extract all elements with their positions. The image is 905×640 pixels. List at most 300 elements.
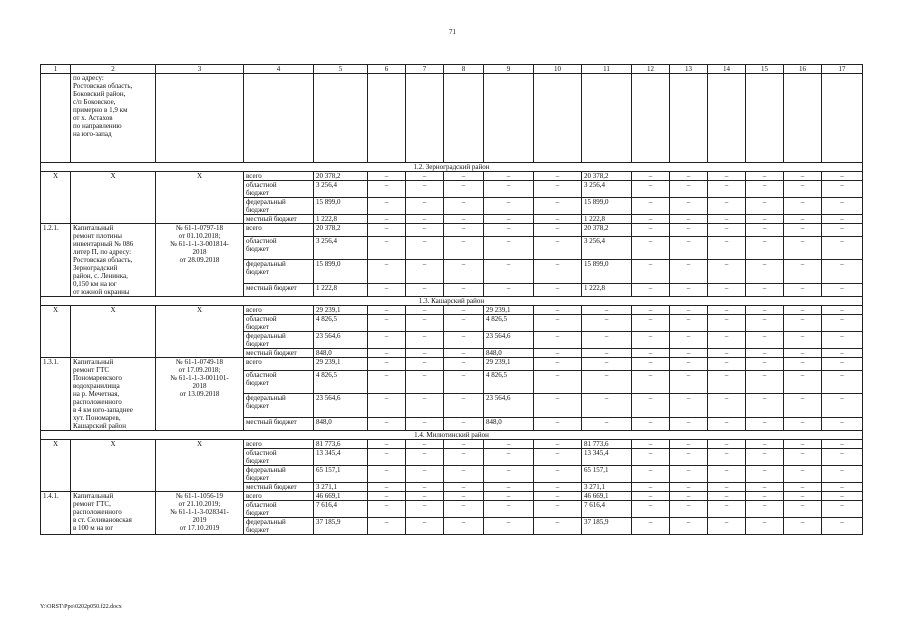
value-cell: – (484, 501, 534, 518)
budget-type-cell: местный бюджет (244, 215, 314, 224)
value-cell: – (534, 260, 582, 284)
value-cell: – (746, 215, 784, 224)
value-cell: – (444, 501, 484, 518)
value-cell: 81 773,6 (314, 440, 368, 449)
value-cell: – (708, 315, 746, 332)
value-cell: – (368, 224, 406, 237)
value-cell: – (746, 449, 784, 466)
value-cell: – (746, 358, 784, 371)
value-cell: – (632, 198, 670, 215)
value-cell: – (784, 466, 822, 483)
value-cell: 848,0 (484, 349, 534, 358)
value-cell: – (444, 284, 484, 297)
value-cell: 7 616,4 (314, 501, 368, 518)
value-cell: – (534, 332, 582, 349)
page-number: 71 (449, 28, 456, 36)
budget-type-cell: областной бюджет (244, 315, 314, 332)
value-cell: – (822, 315, 863, 332)
value-cell: 3 256,4 (314, 236, 368, 260)
column-number-header: 5 (314, 65, 368, 74)
value-cell: – (784, 181, 822, 198)
table-row (41, 172, 863, 181)
value-cell: – (368, 332, 406, 349)
value-cell: – (632, 394, 670, 418)
value-cell: – (406, 198, 444, 215)
empty-cell (484, 74, 534, 163)
value-cell: – (444, 483, 484, 492)
value-cell: – (822, 198, 863, 215)
expertise-doc-cell: № 61-1-0797-18 от 01.10.2018; № 61-1-1-3-001814- 2018 от 28.09.2018 (156, 224, 244, 297)
value-cell: – (822, 332, 863, 349)
value-cell: – (406, 418, 444, 431)
value-cell: – (670, 483, 708, 492)
value-cell: – (746, 172, 784, 181)
value-cell: 1 222,8 (314, 284, 368, 297)
value-cell: – (444, 370, 484, 394)
value-cell: – (406, 492, 444, 501)
value-cell: – (746, 483, 784, 492)
value-cell: 46 669,1 (582, 492, 632, 501)
value-cell: – (746, 198, 784, 215)
value-cell: 29 239,1 (314, 306, 368, 315)
value-cell: – (582, 418, 632, 431)
value-cell: 15 899,0 (314, 198, 368, 215)
value-cell: – (632, 492, 670, 501)
value-cell: – (746, 224, 784, 237)
section-header-row (41, 431, 863, 440)
value-cell: – (444, 394, 484, 418)
value-cell: – (670, 315, 708, 332)
value-cell: – (708, 332, 746, 349)
section-title: 1.4. Милютинский район (41, 431, 863, 440)
value-cell: – (708, 172, 746, 181)
value-cell: – (784, 394, 822, 418)
value-cell: – (784, 236, 822, 260)
value-cell: – (746, 181, 784, 198)
value-cell: – (632, 260, 670, 284)
value-cell: – (670, 370, 708, 394)
value-cell: – (708, 306, 746, 315)
value-cell: – (368, 440, 406, 449)
value-cell: 23 564,6 (484, 394, 534, 418)
value-cell: – (708, 418, 746, 431)
value-cell: – (822, 394, 863, 418)
value-cell: – (746, 394, 784, 418)
empty-cell (406, 74, 444, 163)
value-cell: – (822, 215, 863, 224)
value-cell: – (368, 284, 406, 297)
empty-cell (632, 74, 670, 163)
value-cell: – (708, 284, 746, 297)
value-cell: – (822, 418, 863, 431)
table-row (41, 492, 863, 501)
value-cell: – (444, 332, 484, 349)
value-cell: 65 157,1 (582, 466, 632, 483)
object-description-cell: Капитальный ремонт плотины инвентарный № 086 литер П, по адресу: Ростовская область, Зерноградский район, с. Ленинка, 0,150 км на юг от южной окраины (71, 224, 156, 297)
budget-type-cell: всего (244, 492, 314, 501)
value-cell: 3 271,1 (314, 483, 368, 492)
value-cell: – (746, 440, 784, 449)
budget-type-cell: всего (244, 306, 314, 315)
value-cell: – (632, 518, 670, 535)
value-cell: – (484, 483, 534, 492)
value-cell: 23 564,6 (314, 332, 368, 349)
value-cell: – (746, 518, 784, 535)
value-cell: – (822, 440, 863, 449)
value-cell: – (534, 215, 582, 224)
value-cell: – (746, 370, 784, 394)
value-cell: – (746, 349, 784, 358)
value-cell: – (632, 284, 670, 297)
value-cell: – (670, 284, 708, 297)
value-cell: – (368, 349, 406, 358)
value-cell: – (784, 370, 822, 394)
value-cell: – (444, 492, 484, 501)
value-cell: – (534, 181, 582, 198)
value-cell: – (406, 306, 444, 315)
value-cell: – (582, 394, 632, 418)
value-cell: – (708, 181, 746, 198)
value-cell: – (746, 332, 784, 349)
value-cell: – (670, 440, 708, 449)
value-cell: – (484, 284, 534, 297)
value-cell: – (822, 349, 863, 358)
value-cell: 65 157,1 (314, 466, 368, 483)
value-cell: – (708, 483, 746, 492)
value-cell: 7 616,4 (582, 501, 632, 518)
summary-mark-cell: Х (156, 440, 244, 492)
header-row (41, 65, 863, 74)
value-cell: 3 271,1 (582, 483, 632, 492)
value-cell: – (746, 501, 784, 518)
value-cell: – (708, 236, 746, 260)
item-number-cell (41, 74, 71, 163)
value-cell: – (784, 483, 822, 492)
program-table (40, 64, 863, 535)
value-cell: – (368, 394, 406, 418)
value-cell: – (708, 501, 746, 518)
budget-type-cell: местный бюджет (244, 349, 314, 358)
value-cell: 13 345,4 (314, 449, 368, 466)
value-cell: – (406, 440, 444, 449)
value-cell: – (708, 394, 746, 418)
value-cell: 4 826,5 (314, 370, 368, 394)
value-cell: – (784, 440, 822, 449)
value-cell: – (534, 394, 582, 418)
empty-cell (444, 74, 484, 163)
value-cell: – (368, 172, 406, 181)
value-cell: 15 899,0 (314, 260, 368, 284)
value-cell: – (670, 198, 708, 215)
value-cell: – (368, 181, 406, 198)
empty-cell (670, 74, 708, 163)
value-cell: – (368, 518, 406, 535)
value-cell: – (746, 284, 784, 297)
value-cell: – (534, 492, 582, 501)
value-cell: – (582, 315, 632, 332)
value-cell: 848,0 (484, 418, 534, 431)
value-cell: – (784, 358, 822, 371)
column-number-header: 4 (244, 65, 314, 74)
summary-mark-cell: Х (71, 440, 156, 492)
value-cell: – (784, 449, 822, 466)
value-cell: – (368, 358, 406, 371)
budget-type-cell: федеральный бюджет (244, 260, 314, 284)
value-cell: – (670, 172, 708, 181)
value-cell: – (746, 418, 784, 431)
value-cell: – (582, 332, 632, 349)
value-cell: – (406, 358, 444, 371)
value-cell: – (670, 236, 708, 260)
value-cell: 13 345,4 (582, 449, 632, 466)
value-cell: – (444, 349, 484, 358)
value-cell: 20 378,2 (582, 224, 632, 237)
value-cell: – (632, 483, 670, 492)
value-cell: – (746, 492, 784, 501)
value-cell: – (822, 492, 863, 501)
table-row (41, 224, 863, 237)
value-cell: – (708, 260, 746, 284)
value-cell: – (708, 370, 746, 394)
table-row (41, 306, 863, 315)
value-cell: – (708, 198, 746, 215)
value-cell: – (822, 370, 863, 394)
value-cell: – (784, 492, 822, 501)
value-cell: – (534, 370, 582, 394)
empty-cell (156, 74, 244, 163)
value-cell: – (484, 198, 534, 215)
budget-type-cell: местный бюджет (244, 284, 314, 297)
value-cell: – (670, 215, 708, 224)
value-cell: – (444, 315, 484, 332)
value-cell: – (534, 449, 582, 466)
value-cell: – (406, 181, 444, 198)
value-cell: – (708, 449, 746, 466)
value-cell: – (746, 306, 784, 315)
value-cell: – (368, 198, 406, 215)
value-cell: – (670, 449, 708, 466)
value-cell: – (632, 418, 670, 431)
value-cell: – (534, 466, 582, 483)
value-cell: – (784, 172, 822, 181)
value-cell: – (784, 418, 822, 431)
value-cell: – (368, 370, 406, 394)
value-cell: – (484, 518, 534, 535)
value-cell: – (632, 440, 670, 449)
value-cell: – (746, 315, 784, 332)
value-cell: – (406, 449, 444, 466)
budget-type-cell: областной бюджет (244, 236, 314, 260)
budget-type-cell: областной бюджет (244, 501, 314, 518)
value-cell: 848,0 (314, 418, 368, 431)
value-cell: – (670, 394, 708, 418)
value-cell: – (822, 181, 863, 198)
value-cell: – (784, 198, 822, 215)
value-cell: – (406, 260, 444, 284)
value-cell: – (670, 260, 708, 284)
column-number-header: 1 (41, 65, 71, 74)
section-header-row (41, 163, 863, 172)
budget-type-cell: федеральный бюджет (244, 332, 314, 349)
value-cell: – (406, 236, 444, 260)
object-description-cell: Капитальный ремонт ГТС Пономаревского водохранилища на р. Мечетная, расположенного в 4 км юго-западнее хут. Пономарев, Кашарский район (71, 358, 156, 431)
summary-mark-cell: Х (156, 172, 244, 224)
table-row (41, 358, 863, 371)
value-cell: – (708, 349, 746, 358)
section-header-row (41, 297, 863, 306)
value-cell: – (406, 483, 444, 492)
value-cell: – (784, 518, 822, 535)
object-description-cell: по адресу: Ростовская область, Боковский район, с/п Боковское, примерно в 1,9 км от х. Астахов по направлению на юго-запад (71, 74, 156, 163)
value-cell: – (746, 236, 784, 260)
value-cell: – (484, 449, 534, 466)
value-cell: – (784, 349, 822, 358)
value-cell: – (632, 449, 670, 466)
value-cell: – (368, 260, 406, 284)
value-cell: – (746, 466, 784, 483)
value-cell: – (534, 306, 582, 315)
value-cell: – (632, 172, 670, 181)
value-cell: – (670, 518, 708, 535)
column-number-header: 6 (368, 65, 406, 74)
value-cell: – (368, 315, 406, 332)
value-cell: 1 222,8 (314, 215, 368, 224)
value-cell: – (784, 501, 822, 518)
value-cell: – (670, 501, 708, 518)
value-cell: – (406, 466, 444, 483)
value-cell: – (484, 260, 534, 284)
budget-type-cell: всего (244, 172, 314, 181)
value-cell: – (534, 440, 582, 449)
value-cell: – (534, 501, 582, 518)
value-cell: – (708, 215, 746, 224)
value-cell: – (534, 172, 582, 181)
value-cell: – (708, 492, 746, 501)
value-cell: – (822, 466, 863, 483)
empty-cell (822, 74, 863, 163)
value-cell: – (534, 483, 582, 492)
budget-type-cell: всего (244, 358, 314, 371)
value-cell: – (708, 440, 746, 449)
budget-type-cell: местный бюджет (244, 483, 314, 492)
value-cell: 29 239,1 (484, 306, 534, 315)
value-cell: – (444, 358, 484, 371)
value-cell: 4 826,5 (314, 315, 368, 332)
value-cell: – (444, 224, 484, 237)
budget-type-cell: федеральный бюджет (244, 466, 314, 483)
budget-type-cell: федеральный бюджет (244, 518, 314, 535)
value-cell: 37 185,9 (314, 518, 368, 535)
value-cell: 20 378,2 (314, 172, 368, 181)
value-cell: – (632, 315, 670, 332)
value-cell: – (484, 466, 534, 483)
budget-type-cell: всего (244, 224, 314, 237)
value-cell: – (632, 236, 670, 260)
value-cell: – (822, 501, 863, 518)
value-cell: – (484, 440, 534, 449)
value-cell: – (670, 332, 708, 349)
value-cell: 23 564,6 (484, 332, 534, 349)
value-cell: – (534, 198, 582, 215)
value-cell: – (368, 236, 406, 260)
value-cell: 1 222,8 (582, 284, 632, 297)
empty-cell (784, 74, 822, 163)
value-cell: – (632, 370, 670, 394)
value-cell: 3 256,4 (582, 236, 632, 260)
value-cell: – (784, 315, 822, 332)
summary-mark-cell: Х (41, 172, 71, 224)
value-cell: – (784, 332, 822, 349)
value-cell: – (708, 518, 746, 535)
value-cell: 46 669,1 (314, 492, 368, 501)
value-cell: 3 256,4 (314, 181, 368, 198)
value-cell: – (632, 332, 670, 349)
column-number-header: 9 (484, 65, 534, 74)
value-cell: – (484, 181, 534, 198)
value-cell: – (406, 224, 444, 237)
section-title: 1.2. Зерноградский район (41, 163, 863, 172)
column-number-header: 3 (156, 65, 244, 74)
budget-type-cell: областной бюджет (244, 370, 314, 394)
value-cell: – (406, 284, 444, 297)
value-cell: – (784, 284, 822, 297)
value-cell: 15 899,0 (582, 198, 632, 215)
value-cell: – (632, 501, 670, 518)
value-cell: – (534, 224, 582, 237)
value-cell: – (670, 358, 708, 371)
value-cell: – (444, 449, 484, 466)
value-cell: – (444, 418, 484, 431)
summary-mark-cell: Х (41, 306, 71, 358)
column-number-header: 11 (582, 65, 632, 74)
summary-mark-cell: Х (156, 306, 244, 358)
value-cell: – (534, 236, 582, 260)
value-cell: – (670, 224, 708, 237)
value-cell: – (534, 315, 582, 332)
value-cell: – (822, 358, 863, 371)
value-cell: – (484, 236, 534, 260)
value-cell: – (632, 215, 670, 224)
value-cell: – (632, 358, 670, 371)
column-number-header: 17 (822, 65, 863, 74)
value-cell: – (444, 236, 484, 260)
item-number-cell: 1.4.1. (41, 492, 71, 535)
value-cell: 29 239,1 (484, 358, 534, 371)
budget-type-cell: областной бюджет (244, 181, 314, 198)
value-cell: – (822, 236, 863, 260)
value-cell: – (822, 483, 863, 492)
value-cell: 37 185,9 (582, 518, 632, 535)
footer-path: Y:\ORST\Ppo\0202p050.f22.docx (40, 604, 122, 610)
value-cell: – (708, 358, 746, 371)
value-cell: – (822, 518, 863, 535)
value-cell: – (406, 394, 444, 418)
value-cell: – (406, 501, 444, 518)
column-number-header: 13 (670, 65, 708, 74)
value-cell: – (534, 418, 582, 431)
value-cell: – (582, 358, 632, 371)
value-cell: – (670, 492, 708, 501)
value-cell: – (670, 349, 708, 358)
value-cell: – (406, 332, 444, 349)
value-cell: – (444, 518, 484, 535)
value-cell: – (708, 224, 746, 237)
value-cell: – (822, 284, 863, 297)
value-cell: – (746, 260, 784, 284)
budget-type-cell: федеральный бюджет (244, 394, 314, 418)
budget-type-cell: областной бюджет (244, 449, 314, 466)
value-cell: – (484, 492, 534, 501)
